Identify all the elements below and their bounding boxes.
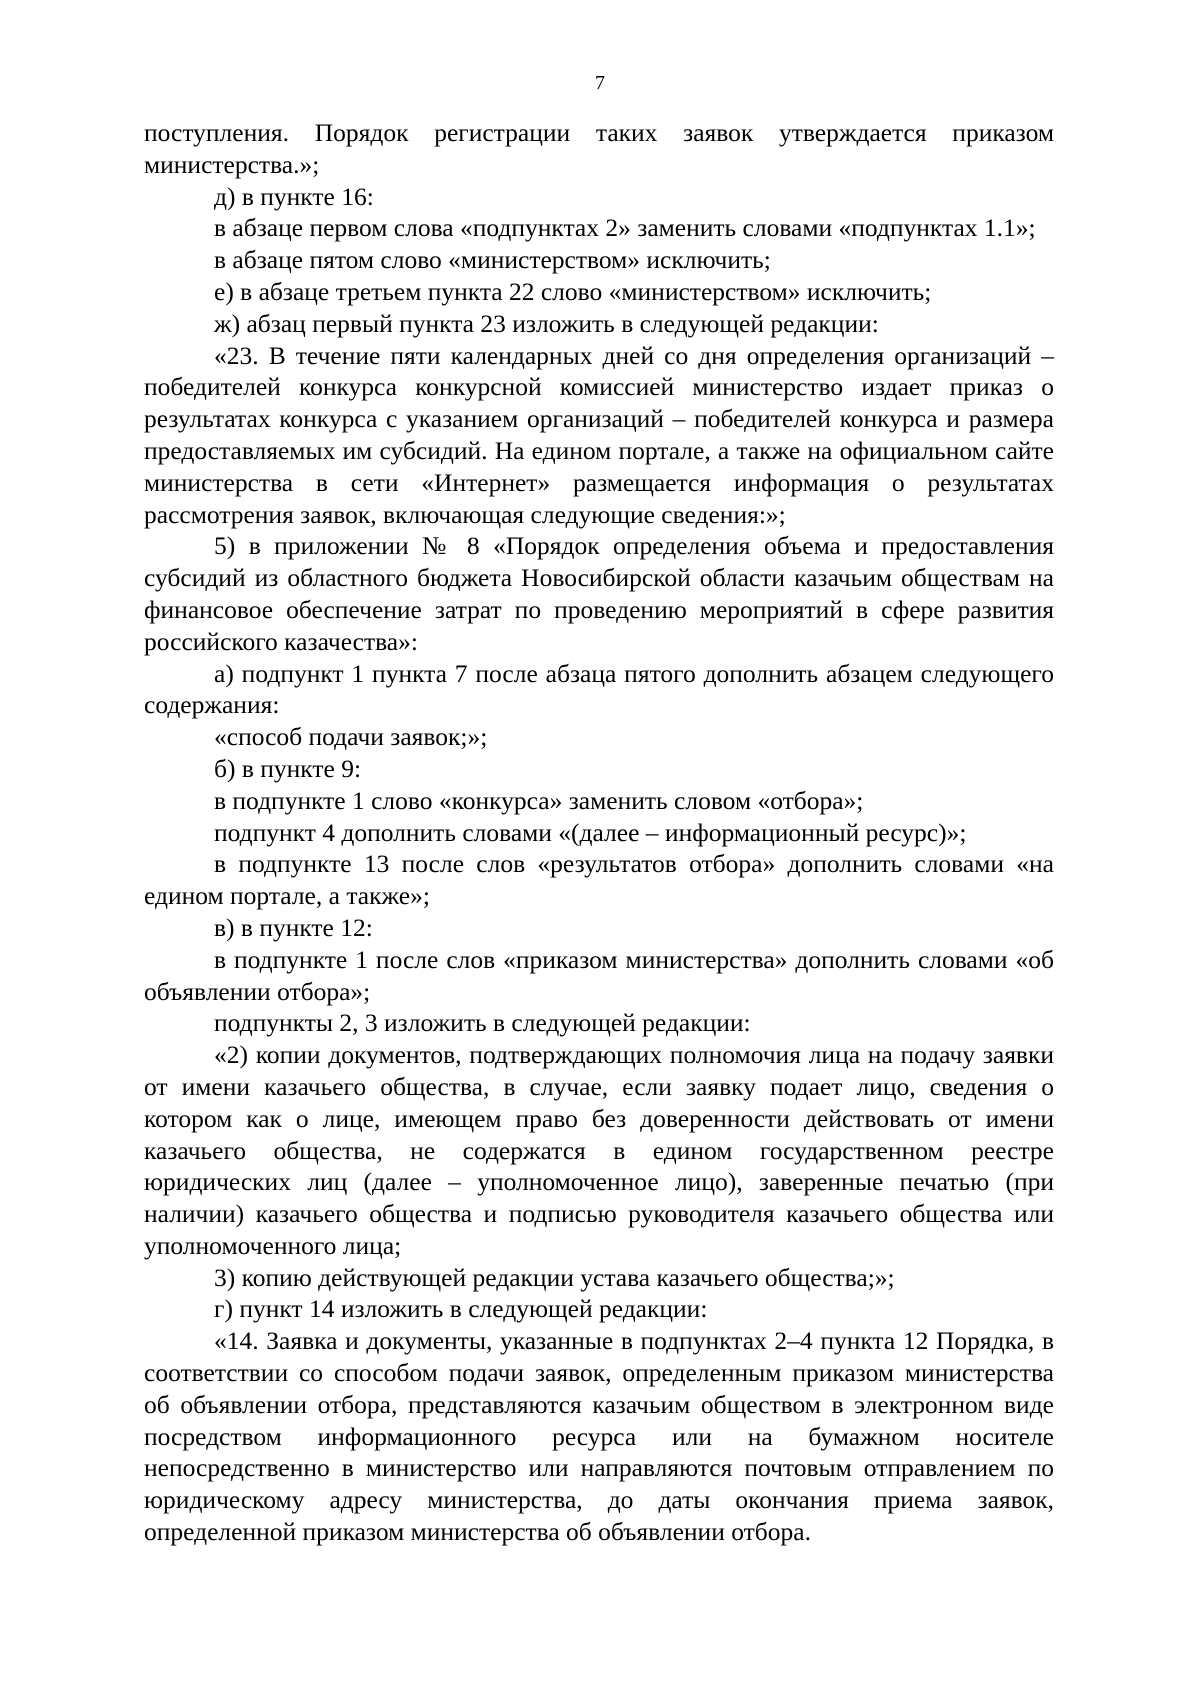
paragraph: подпункты 2, 3 изложить в следующей редакции:: [214, 1008, 751, 1038]
paragraph: 5) в приложении № 8 «Порядок определения объема и предоставления субсидий из областного бюджета Новосибирской области казачьим обществам на финансовое обеспечение затрат по проведению мероприятий в сфере развития российского казачества»:: [144, 531, 1054, 656]
paragraph: г) пункт 14 изложить в следующей редакции:: [214, 1294, 708, 1324]
paragraph: а) подпункт 1 пункта 7 после абзаца пятого дополнить абзацем следующего содержания:: [144, 658, 1054, 720]
paragraph: «способ подачи заявок;»;: [214, 722, 488, 752]
paragraph: подпункт 4 дополнить словами «(далее – информационный ресурс)»;: [214, 817, 967, 847]
paragraph: поступления. Порядок регистрации таких заявок утверждается приказом министерства.»;: [144, 118, 1054, 179]
paragraph: в подпункте 1 после слов «приказом министерства» дополнить словами «об объявлении отбора»;: [144, 944, 1054, 1006]
paragraph: в абзаце первом слова «подпунктах 2» заменить словами «подпунктах 1.1»;: [214, 213, 1036, 243]
paragraph: «23. В течение пяти календарных дней со дня определения организаций – победителей конкурса конкурсной комиссией министерство издает приказ о результатах конкурса с указанием организаций – победителей конкурса и размера предоставляемых им субсидий. На едином портале, а также на официальном сайте министерства в сети «Интернет» размещается информация о результатах рассмотрения заявок, включающая следующие сведения:»;: [144, 340, 1054, 529]
paragraph: в подпункте 1 слово «конкурса» заменить словом «отбора»;: [214, 785, 864, 815]
paragraph: «14. Заявка и документы, указанные в подпунктах 2–4 пункта 12 Порядка, в соответствии со способом подачи заявок, определенным приказом министерства об объявлении отбора, представляются казачьим обществом в электронном виде посредством информационного ресурса или на бумажном носителе непосредственно в министерство или направляются почтовым отправлением по юридическому адресу министерства, до даты окончания приема заявок, определенной приказом министерства об объявлении отбора.: [144, 1326, 1054, 1547]
document-body: [144, 117, 1054, 1548]
paragraph: 3) копию действующей редакции устава казачьего общества;»;: [214, 1262, 895, 1292]
paragraph: в) в пункте 12:: [214, 912, 373, 942]
paragraph: ж) абзац первый пункта 23 изложить в следующей редакции:: [214, 308, 879, 338]
paragraph: в абзаце пятом слово «министерством» исключить;: [214, 245, 771, 275]
paragraph: е) в абзаце третьем пункта 22 слово «министерством» исключить;: [214, 276, 932, 306]
page-number: 7: [595, 72, 605, 94]
paragraph: б) в пункте 9:: [214, 753, 362, 783]
paragraph: д) в пункте 16:: [214, 181, 374, 211]
paragraph: в подпункте 13 после слов «результатов отбора» дополнить словами «на едином портале, а также»;: [144, 849, 1054, 911]
paragraph: «2) копии документов, подтверждающих полномочия лица на подачу заявки от имени казачьего общества, в случае, если заявку подает лицо, сведения о котором как о лице, имеющем право без доверенности действовать от имени казачьего общества, не содержатся в едином государственном реестре юридических лиц (далее – уполномоченное лицо), заверенные печатью (при наличии) казачьего общества и подписью руководителя казачьего общества или уполномоченного лица;: [144, 1040, 1054, 1260]
